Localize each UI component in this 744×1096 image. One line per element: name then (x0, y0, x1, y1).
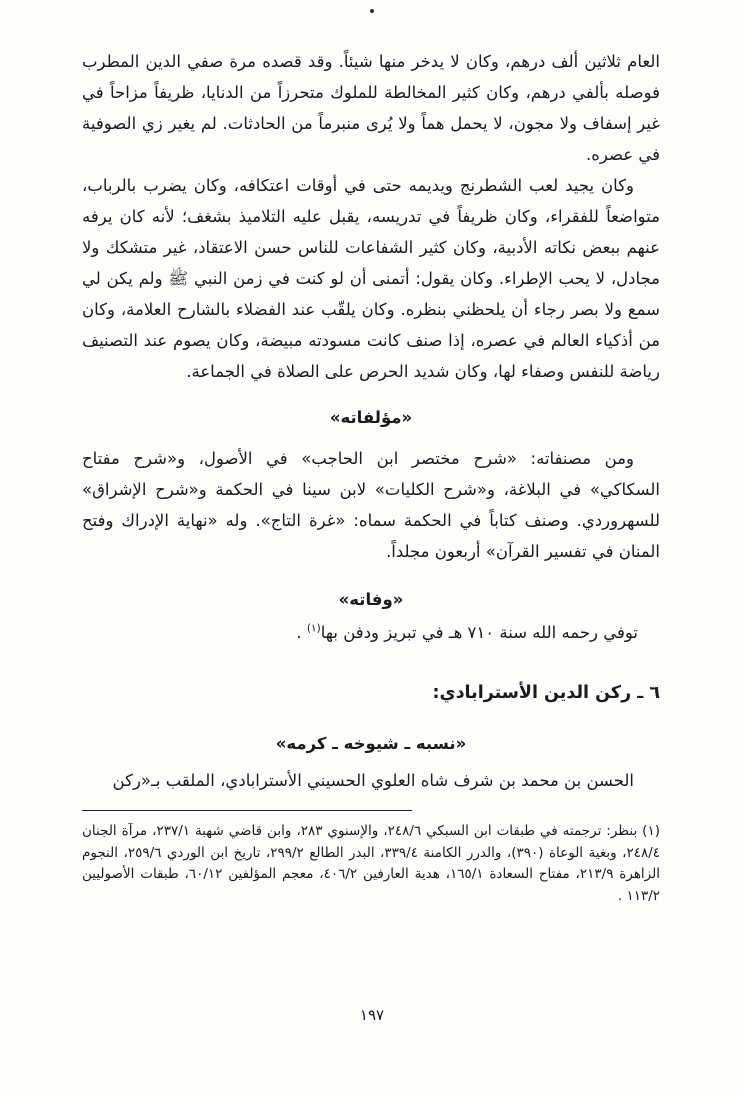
footnote-separator (82, 810, 412, 811)
paragraph-bio: الحسن بن محمد بن شرف شاه العلوي الحسيني الأسترابادي، الملقب بـ«ركن (112, 771, 634, 790)
page-number: ١٩٧ (359, 1006, 385, 1024)
section-subheading: «نسبه ـ شيوخه ـ كرمه» (275, 734, 467, 753)
page-content (82, 0, 660, 907)
works-heading: «مؤلفاته» (329, 408, 413, 427)
paragraph-character: وكان يجيد لعب الشطرنج ويديمه حتى في أوقات اعتكافه، وكان يضرب بالرباب، متواضعاً للفقراء، وكان ظريفاً في تدريسه، يقبل عليه التلاميذ بشغف؛ لأنه كان يرفه عنهم ببعض نكاته الأدبية، وكان كثير الشفاعات للناس حسن الاعتقاد، غير متشكك ولا مجادل، لا يحب الإطراء. وكان يقول: أتمنى أن لو كنت في زمن النبي ﷺ ولم يكن لي سمع ولا بصر رجاء أن يلحظني بنظره. وكان يلقّب عند الفضلاء بالشارح العلامة، وكان من أذكياء العالم في عصره، إذا صنف كانت مسودته مبيضة، وكان يصوم عند التصنيف رياضة للنفس وصفاء لها، وكان شديد الحرص على الصلاة في الجماعة. (82, 176, 660, 381)
footnote-ref: (١) (306, 622, 321, 635)
death-line (82, 617, 660, 648)
section-heading: ٦ ـ ركن الدين الأسترابادي: (432, 683, 660, 703)
death-after: . (296, 623, 307, 642)
footnote-text: (١) بنظر: ترجمته في طبقات ابن السبكي ٢٤٨/٦، والإسنوي ٢٨٣، وابن قاضي شهبة ٢٣٧/١، مرآة الجنان ٢٤٨/٤، وبغية الوعاة (٣٩٠)، والدرر الكامنة ٣٣٩/٤، البدر الطالع ٢٩٩/٢، تاريخ ابن الوردي ٢٥٩/٦، النجوم الزاهرة ٢١٣/٩، مفتاح السعادة ١٦٥/١، هدية العارفين ٤٠٦/٢، معجم المؤلفين ٦٠/١٢، طبقات الأصوليين ١١٣/٢ . (82, 823, 661, 904)
paragraph-continuation: العام ثلاثين ألف درهم، وكان لا يدخر منها شيئاً. وقد قصده مرة صفي الدين المطرب فوصله بألفي درهم، وكان كثير المخالطة للملوك متحرزاً من الدنايا، ظريفاً مزاحاً في غير إسفاف ولا مجون، لا يحمل هماً ولا يُرى منبرماً من الحادثات. لم يغير زي الصوفية في عصره. (82, 52, 660, 164)
death-text: توفي رحمه الله سنة ٧١٠ هـ في تبريز ودفن بها (320, 623, 638, 642)
paragraph-works: ومن مصنفاته: «شرح مختصر ابن الحاجب» في الأصول، و«شرح مفتاح السكاكي» في البلاغة، و«شرح الكليات» لابن سينا في الحكمة و«شرح الإشراق» للسهروردي. وصنف كتاباً في الحكمة سماه: «غرة التاج». وله «نهاية الإدراك وفتح المنان في تفسير القرآن» أربعون مجلداً. (82, 449, 660, 561)
death-heading: «وفاته» (338, 590, 404, 609)
